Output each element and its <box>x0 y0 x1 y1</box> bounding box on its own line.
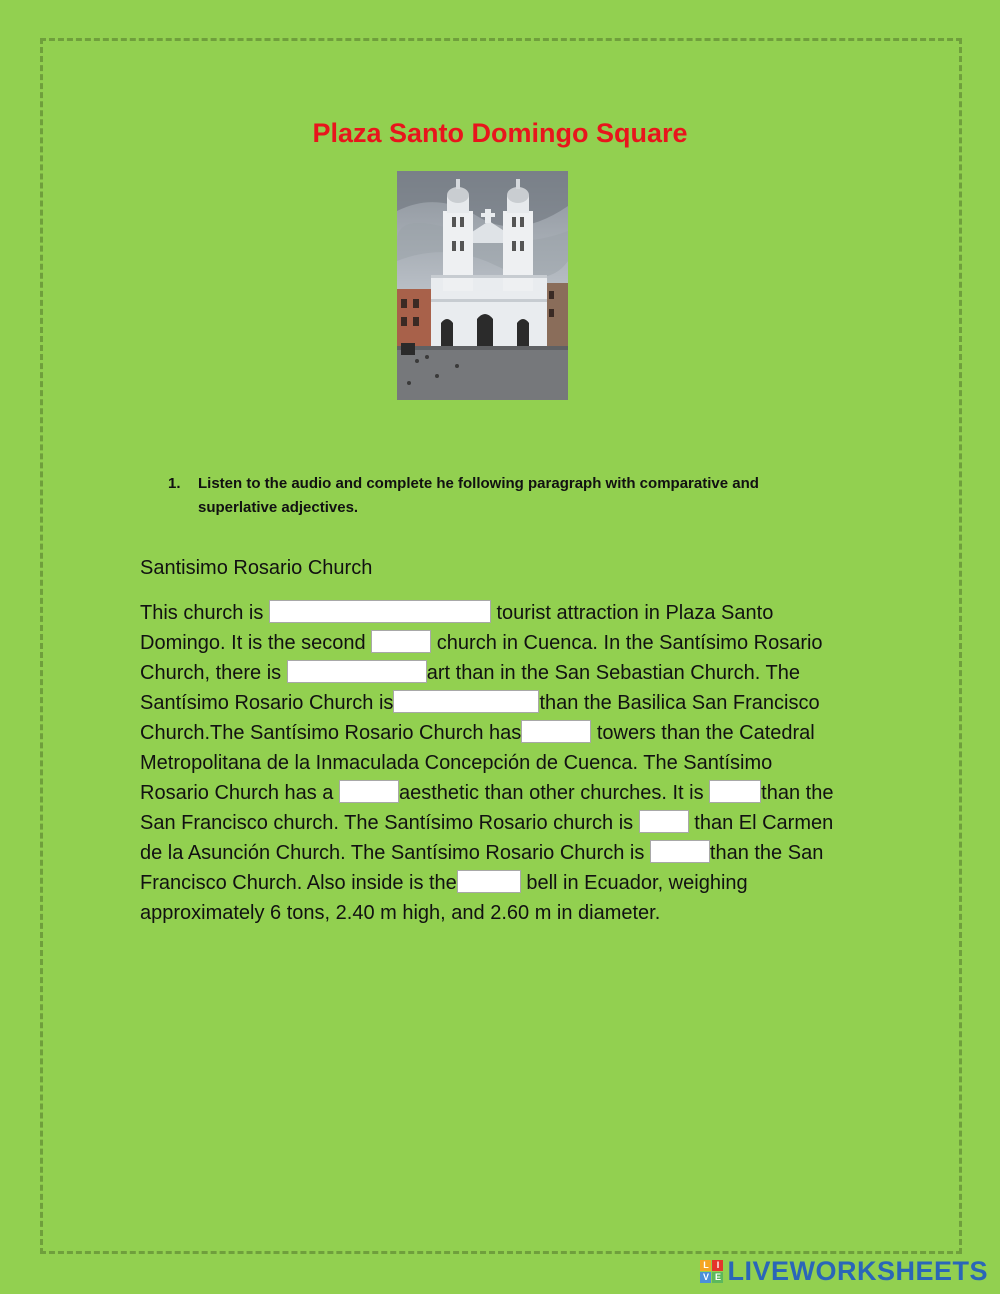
answer-blank-6[interactable] <box>339 780 399 803</box>
paragraph-line <box>140 898 870 928</box>
liveworksheets-logo <box>700 1256 988 1286</box>
paragraph-line <box>140 778 870 808</box>
text-segment: art than in the San Sebastian Church. The <box>426 662 800 684</box>
paragraph-line <box>140 718 870 748</box>
paragraph-line <box>140 838 870 868</box>
answer-blank-3[interactable] <box>287 660 427 683</box>
answer-blank-10[interactable] <box>457 870 521 893</box>
answer-blank-1[interactable] <box>269 600 491 623</box>
text-segment: Domingo. It is the second <box>140 632 372 654</box>
paragraph-line <box>140 748 870 778</box>
logo-text: LIVEWORKSHEETS <box>727 1255 988 1286</box>
answer-blank-4[interactable] <box>393 690 539 713</box>
page-title: Plaza Santo Domingo Square <box>312 118 688 148</box>
answer-blank-5[interactable] <box>521 720 591 743</box>
text-segment: Santísimo Rosario Church is <box>140 692 394 714</box>
text-segment: than the San <box>709 842 824 864</box>
text-segment: de la Asunción Church. The Santísimo Rosario Church is <box>140 842 650 864</box>
text-segment: bell in Ecuador, weighing <box>520 872 748 894</box>
paragraph-line <box>140 658 870 688</box>
logo-mark-letter: E <box>712 1272 723 1283</box>
logo-mark-icon <box>700 1260 723 1283</box>
answer-blank-8[interactable] <box>639 810 689 833</box>
answer-blank-9[interactable] <box>650 840 710 863</box>
logo-mark-letter: I <box>712 1260 723 1271</box>
paragraph-line <box>140 688 870 718</box>
paragraph <box>140 598 870 928</box>
text-segment: than the <box>761 782 834 804</box>
text-segment: church in Cuenca. In the Santísimo Rosario <box>431 632 823 654</box>
logo-mark-letter: V <box>700 1272 711 1283</box>
text-segment: approximately 6 tons, 2.40 m high, and 2.60 m in diameter. <box>140 902 661 924</box>
text-segment: Rosario Church has a <box>140 782 339 804</box>
text-segment: towers than the Catedral <box>591 722 815 744</box>
text-segment: Francisco Church. Also inside is the <box>140 872 457 894</box>
paragraph-line <box>140 868 870 898</box>
church-photo <box>397 171 568 400</box>
instruction-number: 1. <box>168 475 181 492</box>
text-segment: This church is <box>140 602 269 624</box>
instruction-line-2: superlative adjectives. <box>198 499 359 516</box>
paragraph-line <box>140 628 870 658</box>
logo-mark-letter: L <box>700 1260 711 1271</box>
answer-blank-2[interactable] <box>371 630 431 653</box>
reading-subtitle: Santisimo Rosario Church <box>140 557 373 579</box>
text-segment: aesthetic than other churches. It is <box>398 782 710 804</box>
text-segment: Church, there is <box>140 662 287 684</box>
answer-blank-7[interactable] <box>709 780 761 803</box>
text-segment: Metropolitana de la Inmaculada Concepción de Cuenca. The Santísimo <box>140 752 773 774</box>
text-segment: tourist attraction in Plaza Santo <box>490 602 774 624</box>
text-segment: Church.The Santísimo Rosario Church has <box>140 722 522 744</box>
paragraph-line <box>140 808 870 838</box>
instructions <box>168 472 828 520</box>
instruction-line-1: Listen to the audio and complete he following paragraph with comparative and <box>198 475 759 492</box>
paragraph-line <box>140 598 870 628</box>
text-segment: than El Carmen <box>688 812 834 834</box>
text-segment: than the Basilica San Francisco <box>539 692 820 714</box>
text-segment: San Francisco church. The Santísimo Rosario church is <box>140 812 639 834</box>
